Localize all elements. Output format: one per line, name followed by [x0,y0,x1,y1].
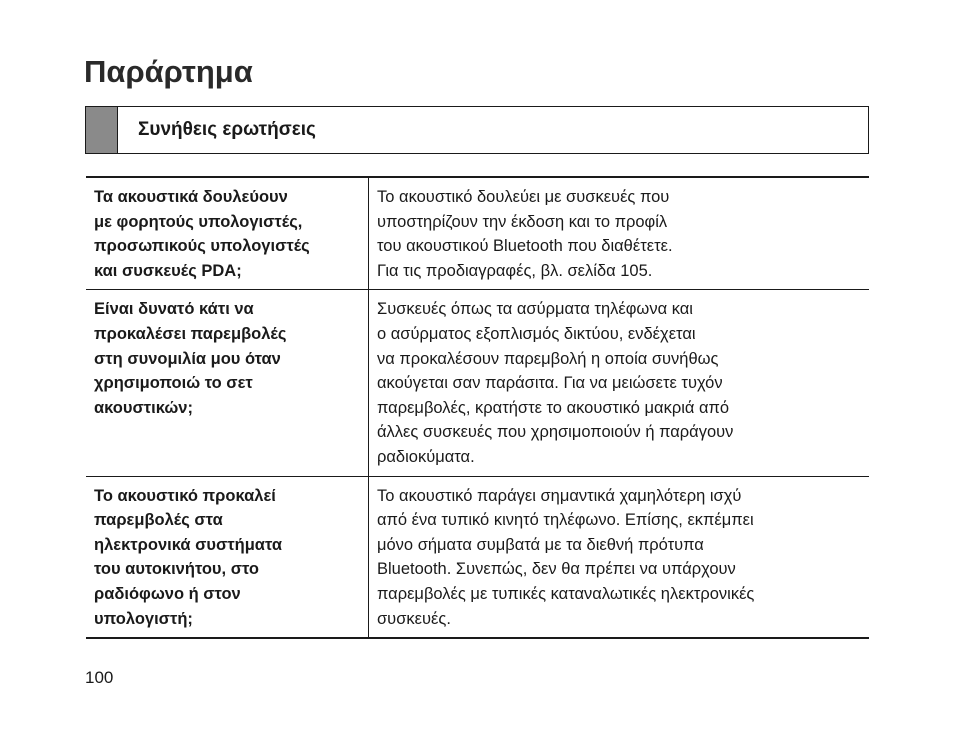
section-title: Συνήθεις ερωτήσεις [138,119,316,140]
section-header [85,106,869,154]
section-marker [86,107,118,153]
page-number: 100 [85,668,114,687]
faq-row [86,178,869,289]
faq-answer: Συσκευές όπως τα ασύρματα τηλέφωνα και ο ασύρματος εξοπλισμός δικτύου, ενδέχεται να προκαλέσουν παρεμβολή η οποία συνήθως ακούγεται σαν παράσιτα. Για να μειώσετε τυχόν παρεμβολές, κρατήστε το ακουστικό μακριά από άλλες συσκευές που χρησιμοποιούν ή παράγουν ραδιοκύματα. [377,300,734,466]
faq-question: Τα ακουστικά δουλεύουν με φορητούς υπολογιστές, προσωπικούς υπολογιστές και συσκευές PDA; [86,178,369,289]
faq-row [86,289,869,475]
faq-question: Το ακουστικό προκαλεί παρεμβολές στα ηλεκτρονικά συστήματα του αυτοκινήτου, στο ραδιόφωνο ή στον υπολογιστή; [86,477,369,638]
page-title: Παράρτημα [84,54,253,89]
faq-answer: Το ακουστικό παράγει σημαντικά χαμηλότερη ισχύ από ένα τυπικό κινητό τηλέφωνο. Επίσης, εκπέμπει μόνο σήματα συμβατά με τα διεθνή πρότυπα Bluetooth. Συνεπώς, δεν θα πρέπει να υπάρχουν παρεμβολές με τυπικές καταναλωτικές ηλεκτρονικές συσκευές. [377,486,755,628]
faq-question: Είναι δυνατό κάτι να προκαλέσει παρεμβολές στη συνομιλία μου όταν χρησιμοποιώ το σετ ακουστικών; [86,290,369,475]
faq-table [86,176,869,639]
faq-row [86,476,869,638]
faq-answer: Το ακουστικό δουλεύει με συσκευές που υποστηρίζουν την έκδοση και το προφίλ του ακουστικού Bluetooth που διαθέτετε. Για τις προδιαγραφές, βλ. σελίδα 105. [377,188,673,280]
